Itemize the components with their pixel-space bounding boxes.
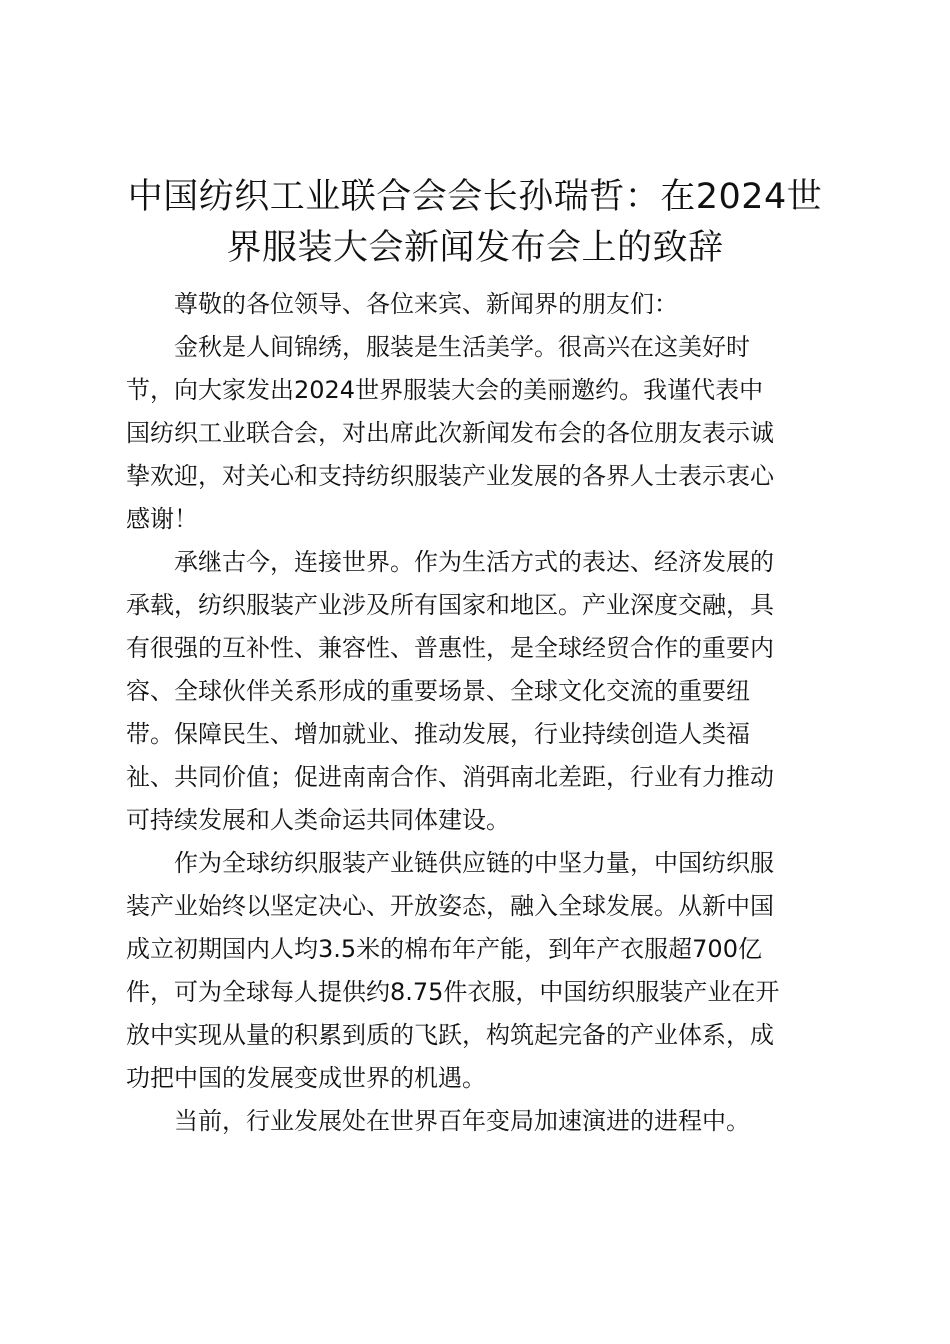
text-line: 带。保障民生、增加就业、推动发展，行业持续创造人类福 (126, 720, 750, 748)
document-title (110, 172, 840, 274)
text-line: 承载，纺织服装产业涉及所有国家和地区。产业深度交融，具 (126, 591, 774, 619)
title-line-1: 中国纺织工业联合会会长孙瑞哲：在2024世 (127, 177, 823, 217)
text-line: 装产业始终以坚定决心、开放姿态，融入全球发展。从新中国 (126, 892, 774, 920)
paragraph-china-development (126, 842, 830, 1100)
text-line: 放中实现从量的积累到质的飞跃，构筑起完备的产业体系，成 (126, 1021, 774, 1049)
text-line: 感谢！ (126, 505, 198, 533)
text-line: 承继古今，连接世界。作为生活方式的表达、经济发展的 (174, 548, 774, 576)
text-line: 作为全球纺织服装产业链供应链的中坚力量，中国纺织服 (174, 849, 774, 877)
text-line: 国纺织工业联合会，对出席此次新闻发布会的各位朋友表示诚 (126, 419, 774, 447)
text-line: 件，可为全球每人提供约8.75件衣服，中国纺织服装产业在开 (126, 978, 780, 1006)
paragraph-current-situation (126, 1100, 830, 1143)
title-line-2: 界服装大会新闻发布会上的致辞 (226, 228, 724, 268)
text-line: 祉、共同价值；促进南南合作、消弭南北差距，行业有力推动 (126, 763, 774, 791)
text-line: 金秋是人间锦绣，服装是生活美学。很高兴在这美好时 (174, 333, 750, 361)
paragraph-industry-role (126, 541, 830, 842)
text-line: 有很强的互补性、兼容性、普惠性，是全球经贸合作的重要内 (126, 634, 774, 662)
document-body (126, 283, 830, 1143)
paragraph-salutation (126, 283, 830, 326)
text-line: 成立初期国内人均3.5米的棉布年产能，到年产衣服超700亿 (126, 935, 762, 963)
text-line: 功把中国的发展变成世界的机遇。 (126, 1064, 486, 1092)
text-line: 容、全球伙伴关系形成的重要场景、全球文化交流的重要纽 (126, 677, 750, 705)
text-line: 尊敬的各位领导、各位来宾、新闻界的朋友们： (174, 290, 678, 318)
paragraph-opening (126, 326, 830, 541)
text-line: 节，向大家发出2024世界服装大会的美丽邀约。我谨代表中 (126, 376, 764, 404)
text-line: 挚欢迎，对关心和支持纺织服装产业发展的各界人士表示衷心 (126, 462, 774, 490)
text-line: 当前，行业发展处在世界百年变局加速演进的进程中。 (174, 1107, 750, 1135)
text-line: 可持续发展和人类命运共同体建设。 (126, 806, 510, 834)
